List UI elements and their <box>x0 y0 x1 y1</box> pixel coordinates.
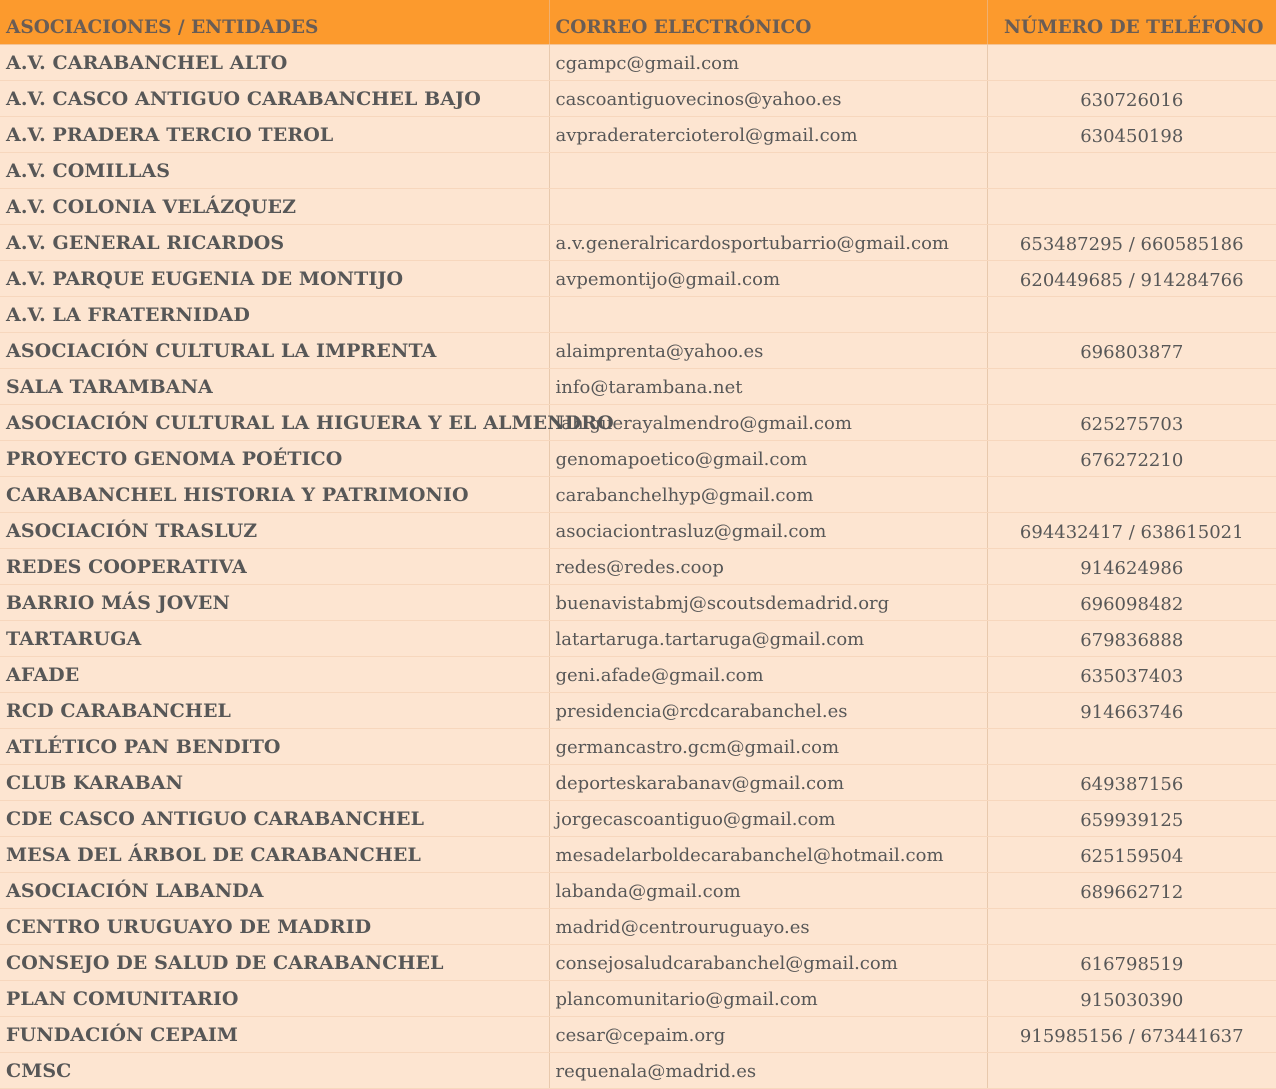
cell-phone: 689662712 <box>987 872 1276 908</box>
cell-phone: 630450198 <box>987 116 1276 152</box>
cell-phone: 676272210 <box>987 440 1276 476</box>
cell-email: plancomunitario@gmail.com <box>549 980 987 1016</box>
table-row <box>0 872 1276 908</box>
table-row <box>0 152 1276 188</box>
table-row <box>0 440 1276 476</box>
header-email: CORREO ELECTRÓNICO <box>549 0 987 44</box>
cell-phone: 653487295 / 660585186 <box>987 224 1276 260</box>
cell-name: A.V. GENERAL RICARDOS <box>0 224 549 260</box>
header-phone: NÚMERO DE TELÉFONO <box>987 0 1276 44</box>
cell-name: CONSEJO DE SALUD DE CARABANCHEL <box>0 944 549 980</box>
cell-email: buenavistabmj@scoutsdemadrid.org <box>549 584 987 620</box>
cell-name: BARRIO MÁS JOVEN <box>0 584 549 620</box>
cell-name: ASOCIACIÓN LABANDA <box>0 872 549 908</box>
table-row <box>0 584 1276 620</box>
cell-email: germancastro.gcm@gmail.com <box>549 728 987 764</box>
cell-name: SALA TARAMBANA <box>0 368 549 404</box>
table-body <box>0 44 1276 1088</box>
cell-email: presidencia@rcdcarabanchel.es <box>549 692 987 728</box>
cell-email: alaimprenta@yahoo.es <box>549 332 987 368</box>
cell-name: A.V. CARABANCHEL ALTO <box>0 44 549 80</box>
cell-phone: 696098482 <box>987 584 1276 620</box>
cell-name: PROYECTO GENOMA POÉTICO <box>0 440 549 476</box>
table-row <box>0 512 1276 548</box>
table-row <box>0 260 1276 296</box>
cell-email: cgampc@gmail.com <box>549 44 987 80</box>
cell-name: ASOCIACIÓN CULTURAL LA HIGUERA Y EL ALMENDRO <box>0 404 549 440</box>
table-row <box>0 1016 1276 1052</box>
header-row <box>0 0 1276 44</box>
table-row <box>0 476 1276 512</box>
cell-name: A.V. LA FRATERNIDAD <box>0 296 549 332</box>
cell-name: A.V. PRADERA TERCIO TEROL <box>0 116 549 152</box>
table-row <box>0 620 1276 656</box>
table-row <box>0 980 1276 1016</box>
cell-phone: 620449685 / 914284766 <box>987 260 1276 296</box>
cell-phone: 635037403 <box>987 656 1276 692</box>
table-row <box>0 368 1276 404</box>
cell-email: redes@redes.coop <box>549 548 987 584</box>
cell-phone: 915985156 / 673441637 <box>987 1016 1276 1052</box>
cell-name: MESA DEL ÁRBOL DE CARABANCHEL <box>0 836 549 872</box>
table-row <box>0 692 1276 728</box>
cell-phone: 914663746 <box>987 692 1276 728</box>
cell-name: CDE CASCO ANTIGUO CARABANCHEL <box>0 800 549 836</box>
table-row <box>0 1052 1276 1088</box>
cell-email: geni.afade@gmail.com <box>549 656 987 692</box>
cell-phone: 625159504 <box>987 836 1276 872</box>
cell-email: asociaciontrasluz@gmail.com <box>549 512 987 548</box>
cell-name: CENTRO URUGUAYO DE MADRID <box>0 908 549 944</box>
cell-email: info@tarambana.net <box>549 368 987 404</box>
cell-name: A.V. PARQUE EUGENIA DE MONTIJO <box>0 260 549 296</box>
table-row <box>0 908 1276 944</box>
cell-email: a.v.generalricardosportubarrio@gmail.com <box>549 224 987 260</box>
cell-email: madrid@centrouruguayo.es <box>549 908 987 944</box>
header-associations: ASOCIACIONES / ENTIDADES <box>0 0 549 44</box>
cell-name: AFADE <box>0 656 549 692</box>
cell-email: latartaruga.tartaruga@gmail.com <box>549 620 987 656</box>
cell-email: jorgecascoantiguo@gmail.com <box>549 800 987 836</box>
table-row <box>0 548 1276 584</box>
cell-name: ASOCIACIÓN TRASLUZ <box>0 512 549 548</box>
cell-phone: 630726016 <box>987 80 1276 116</box>
cell-name: RCD CARABANCHEL <box>0 692 549 728</box>
cell-email <box>549 188 987 224</box>
cell-phone: 649387156 <box>987 764 1276 800</box>
table-row <box>0 800 1276 836</box>
cell-name: A.V. COMILLAS <box>0 152 549 188</box>
table-row <box>0 116 1276 152</box>
cell-email: lahiguerayalmendro@gmail.com <box>549 404 987 440</box>
cell-email: carabanchelhyp@gmail.com <box>549 476 987 512</box>
table-row <box>0 656 1276 692</box>
cell-phone <box>987 728 1276 764</box>
cell-phone: 914624986 <box>987 548 1276 584</box>
cell-name: CMSC <box>0 1052 549 1088</box>
cell-name: A.V. CASCO ANTIGUO CARABANCHEL BAJO <box>0 80 549 116</box>
cell-email: cascoantiguovecinos@yahoo.es <box>549 80 987 116</box>
cell-name: TARTARUGA <box>0 620 549 656</box>
cell-name: FUNDACIÓN CEPAIM <box>0 1016 549 1052</box>
cell-phone <box>987 44 1276 80</box>
cell-name: CARABANCHEL HISTORIA Y PATRIMONIO <box>0 476 549 512</box>
cell-email <box>549 152 987 188</box>
cell-name: REDES COOPERATIVA <box>0 548 549 584</box>
cell-name: PLAN COMUNITARIO <box>0 980 549 1016</box>
cell-email: mesadelarboldecarabanchel@hotmail.com <box>549 836 987 872</box>
cell-email: consejosaludcarabanchel@gmail.com <box>549 944 987 980</box>
cell-email: genomapoetico@gmail.com <box>549 440 987 476</box>
table-row <box>0 836 1276 872</box>
cell-email: deporteskarabanav@gmail.com <box>549 764 987 800</box>
cell-phone: 694432417 / 638615021 <box>987 512 1276 548</box>
table-row <box>0 944 1276 980</box>
cell-name: CLUB KARABAN <box>0 764 549 800</box>
table-row <box>0 224 1276 260</box>
table-row <box>0 404 1276 440</box>
table-row <box>0 764 1276 800</box>
cell-phone <box>987 1052 1276 1088</box>
table-row <box>0 296 1276 332</box>
cell-phone <box>987 188 1276 224</box>
cell-phone <box>987 368 1276 404</box>
cell-email: avpemontijo@gmail.com <box>549 260 987 296</box>
table-row <box>0 728 1276 764</box>
cell-name: ATLÉTICO PAN BENDITO <box>0 728 549 764</box>
table-row <box>0 44 1276 80</box>
cell-phone <box>987 152 1276 188</box>
cell-phone: 696803877 <box>987 332 1276 368</box>
cell-email: labanda@gmail.com <box>549 872 987 908</box>
cell-phone: 659939125 <box>987 800 1276 836</box>
cell-email: avpraderatercioterol@gmail.com <box>549 116 987 152</box>
table-row <box>0 188 1276 224</box>
cell-email <box>549 296 987 332</box>
cell-phone <box>987 296 1276 332</box>
cell-phone <box>987 476 1276 512</box>
table-header <box>0 0 1276 44</box>
cell-name: ASOCIACIÓN CULTURAL LA IMPRENTA <box>0 332 549 368</box>
cell-phone: 616798519 <box>987 944 1276 980</box>
table-row <box>0 80 1276 116</box>
cell-phone <box>987 908 1276 944</box>
table-row <box>0 332 1276 368</box>
cell-email: cesar@cepaim.org <box>549 1016 987 1052</box>
cell-phone: 679836888 <box>987 620 1276 656</box>
cell-email: requenala@madrid.es <box>549 1052 987 1088</box>
cell-phone: 915030390 <box>987 980 1276 1016</box>
cell-phone: 625275703 <box>987 404 1276 440</box>
cell-name: A.V. COLONIA VELÁZQUEZ <box>0 188 549 224</box>
